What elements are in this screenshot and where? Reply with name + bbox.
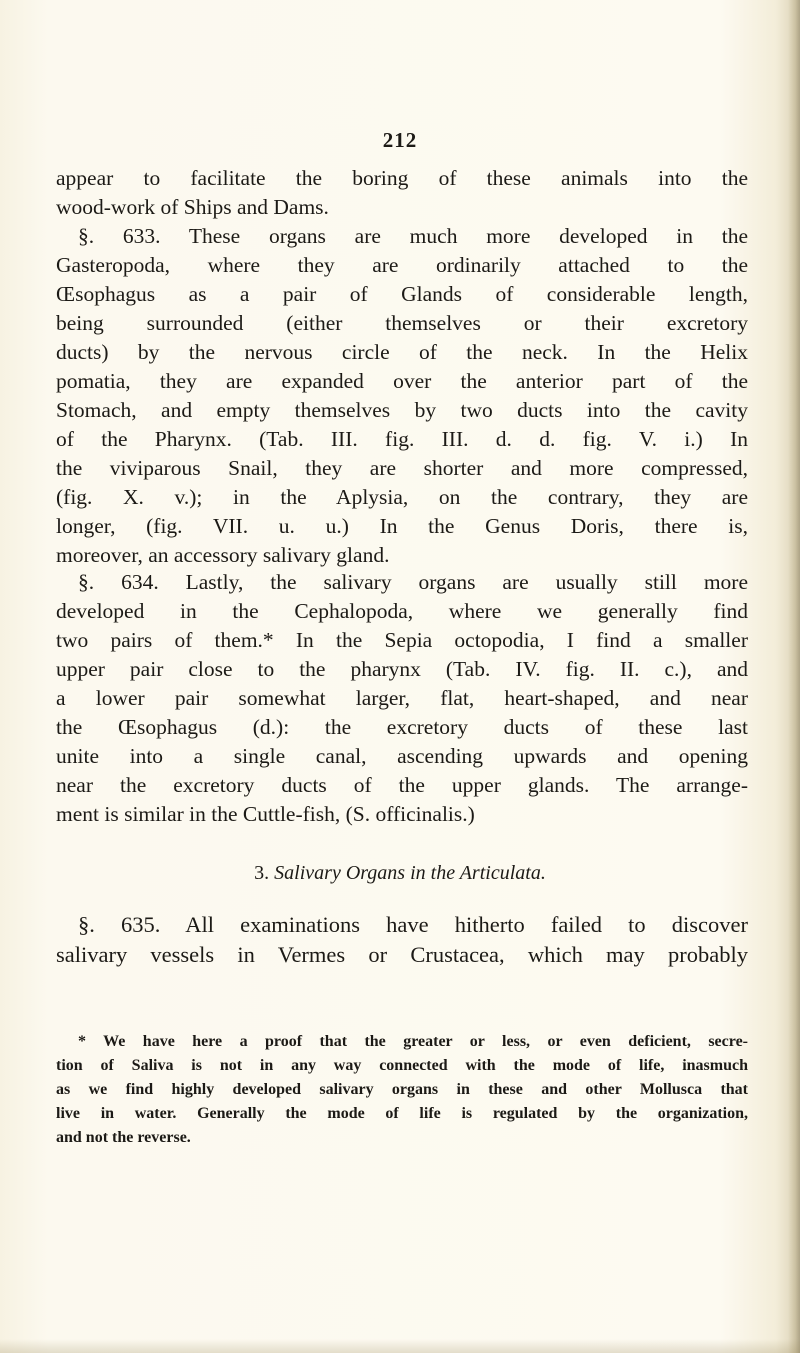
- text-line: of the Pharynx. (Tab. III. fig. III. d. d. fig. V. i.) In: [56, 427, 748, 451]
- text-line: §. 633. These organs are much more developed in the: [78, 224, 748, 248]
- text-line: Œsophagus as a pair of Glands of considerable length,: [56, 282, 748, 306]
- paragraph-634: [56, 568, 748, 829]
- text-line: upper pair close to the pharynx (Tab. IV. fig. II. c.), and: [56, 657, 748, 681]
- text-line: a lower pair somewhat larger, flat, heart-shaped, and near: [56, 686, 748, 710]
- footnote-line: live in water. Generally the mode of life is regulated by the organization,: [56, 1105, 748, 1122]
- section-heading: [0, 862, 800, 885]
- footnote: [56, 1030, 748, 1150]
- text-line: the viviparous Snail, they are shorter and more compressed,: [56, 456, 748, 480]
- footnote-line: tion of Saliva is not in any way connected with the mode of life, inasmuch: [56, 1057, 748, 1074]
- section-title: Salivary Organs in the Articulata.: [274, 862, 546, 884]
- text-line: (fig. X. v.); in the Aplysia, on the contrary, they are: [56, 485, 748, 509]
- text-line: wood-work of Ships and Dams.: [56, 195, 329, 219]
- text-line: pomatia, they are expanded over the anterior part of the: [56, 369, 748, 393]
- text-line: ducts) by the nervous circle of the neck. In the Helix: [56, 340, 748, 364]
- text-line: §. 635. All examinations have hitherto failed to discover: [78, 912, 748, 937]
- text-line: unite into a single canal, ascending upwards and opening: [56, 744, 748, 768]
- text-line: salivary vessels in Vermes or Crustacea, which may probably: [56, 942, 748, 967]
- page-edge-shadow: [788, 0, 800, 1353]
- text-line: Stomach, and empty themselves by two ducts into the cavity: [56, 398, 748, 422]
- text-line: the Œsophagus (d.): the excretory ducts of these last: [56, 715, 748, 739]
- text-line: §. 634. Lastly, the salivary organs are usually still more: [78, 570, 748, 594]
- footnote-line: as we find highly developed salivary organs in these and other Mollusca that: [56, 1081, 748, 1098]
- footnote-line: and not the reverse.: [56, 1129, 191, 1146]
- text-line: ment is similar in the Cuttle-fish, (S. officinalis.): [56, 802, 475, 826]
- footnote-line: * We have here a proof that the greater or less, or even deficient, secre-: [78, 1033, 748, 1050]
- text-line: being surrounded (either themselves or their excretory: [56, 311, 748, 335]
- paragraph-633: [56, 222, 748, 570]
- page-bottom-shadow: [0, 1339, 800, 1353]
- text-line: two pairs of them.* In the Sepia octopodia, I find a smaller: [56, 628, 748, 652]
- page-number: 212: [382, 128, 418, 152]
- section-number: 3.: [254, 862, 270, 884]
- text-line: moreover, an accessory salivary gland.: [56, 543, 390, 567]
- text-line: developed in the Cephalopoda, where we generally find: [56, 599, 748, 623]
- text-line: near the excretory ducts of the upper glands. The arrange-: [56, 773, 748, 797]
- paragraph-continuation: [56, 164, 748, 222]
- text-line: longer, (fig. VII. u. u.) In the Genus Doris, there is,: [56, 514, 748, 538]
- text-line: appear to facilitate the boring of these animals into the: [56, 166, 748, 190]
- paragraph-635: [56, 910, 748, 970]
- text-line: Gasteropoda, where they are ordinarily attached to the: [56, 253, 748, 277]
